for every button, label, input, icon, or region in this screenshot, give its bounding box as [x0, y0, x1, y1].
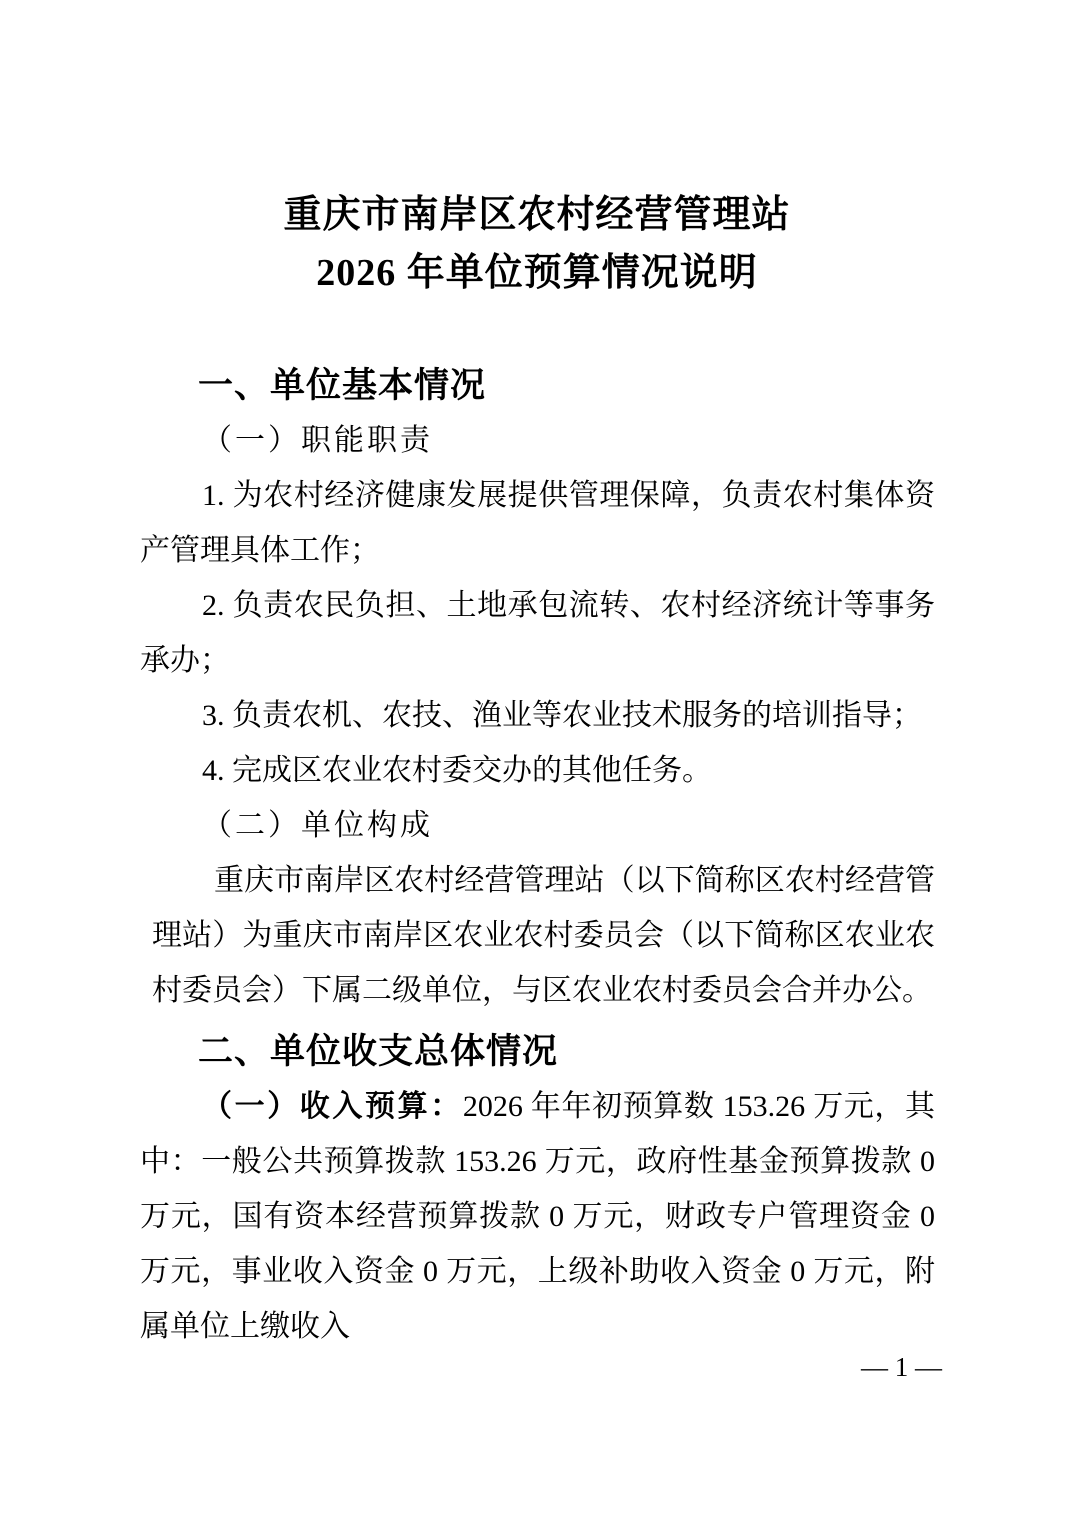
paragraph: 1. 为农村经济健康发展提供管理保障，负责农村集体资产管理具体工作；	[140, 479, 935, 567]
paragraph-label: （一）收入预算：	[202, 1090, 463, 1123]
paragraph: 2. 负责农民负担、土地承包流转、农村经济统计等事务承办；	[140, 589, 935, 677]
document-title	[0, 0, 1074, 302]
paragraph: 3. 负责农机、农技、渔业等农业技术服务的培训指导；	[202, 699, 922, 732]
document-title-line1: 重庆市南岸区农村经营管理站	[283, 194, 791, 236]
paragraph: 重庆市南岸区农村经营管理站（以下简称区农村经营管理站）为重庆市南岸区农业农村委员会（以下简称区农业农村委员会）下属二级单位，与区农业农村委员会合并办公。	[152, 864, 935, 1007]
section-heading: 二、单位收支总体情况	[198, 1032, 559, 1071]
document-body	[140, 358, 935, 1354]
subsection-heading: （一）职能职责	[202, 424, 433, 457]
paragraph: 4. 完成区农业农村委交办的其他任务。	[202, 754, 712, 787]
document-title-line2: 2026 年单位预算情况说明	[316, 252, 758, 294]
page-number: — 1 —	[861, 1352, 942, 1382]
subsection-heading: （二）单位构成	[202, 809, 433, 842]
section-heading: 一、单位基本情况	[198, 366, 487, 405]
paragraph: （一）收入预算：2026 年年初预算数 153.26 万元，其中：一般公共预算拨款 153.26 万元，政府性基金预算拨款 0 万元，国有资本经营预算拨款 0 万元，财政专户管理资金 0 万元，事业收入资金 0 万元，上级补助收入资金 0 万元，附属单位上缴收入	[140, 1090, 936, 1343]
